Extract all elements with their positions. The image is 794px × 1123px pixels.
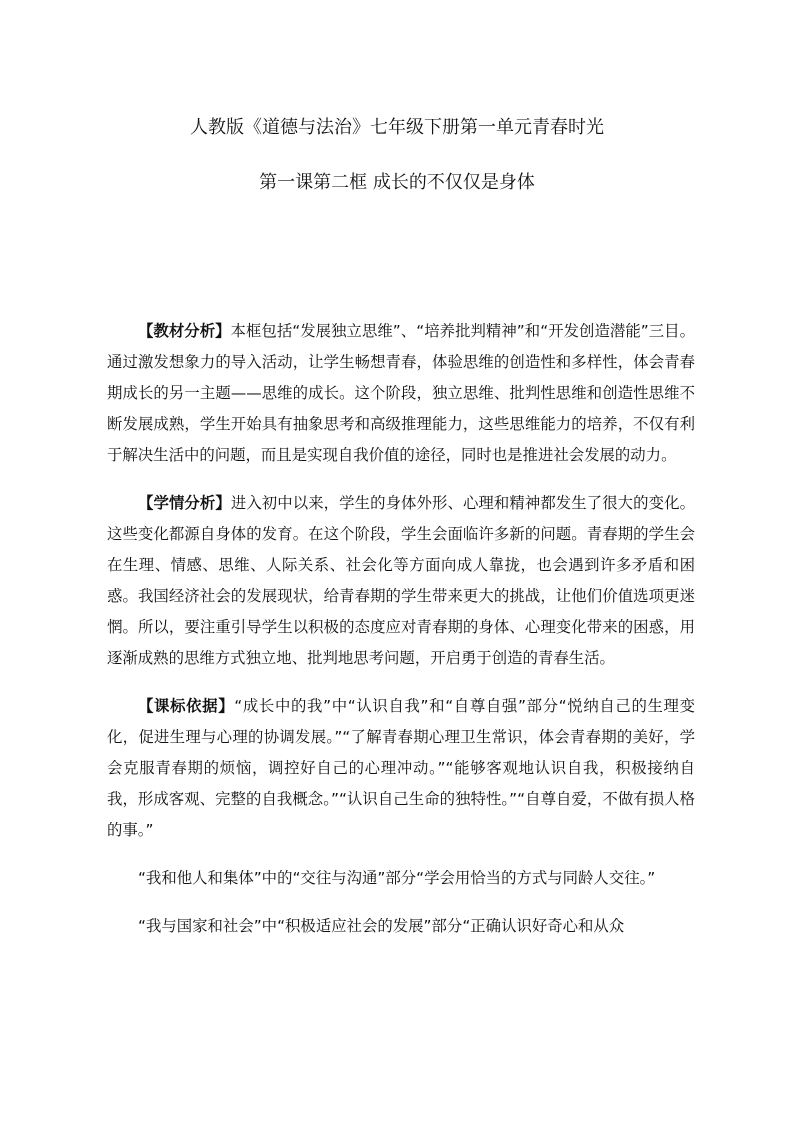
paragraph-curriculum-society [107,911,695,942]
document-subtitle: 第一课第二框 成长的不仅仅是身体 [259,172,535,193]
section-label: 【教材分析】 [138,322,231,340]
section-label: 【课标依据】 [138,697,235,715]
document-body [107,316,695,959]
paragraph-curriculum-others [107,863,695,894]
paragraph-text: “我与国家和社会”中“积极适应社会的发展”部分“正确认识好奇心和从众 [138,917,625,935]
paragraph-student-analysis [107,488,695,674]
document-title: 人教版《道德与法治》七年级下册第一单元青春时光 [190,117,604,138]
paragraph-text: “我和他人和集体”中的“交往与沟通”部分“学会用恰当的方式与同龄人交往。” [138,869,656,887]
paragraph-text: 进入初中以来，学生的身体外形、心理和精神都发生了很大的变化。这些变化都源自身体的发育。在这个阶段，学生会面临许多新的问题。青春期的学生会在生理、情感、思维、人际关系、社会化等方面向成人靠拢，也会遇到许多矛盾和困惑。我国经济社会的发展现状，给青春期的学生带来更大的挑战，让他们价值选项更迷惘。所以，要注重引导学生以积极的态度应对青春期的身体、心理变化带来的困惑，用逐渐成熟的思维方式独立地、批判地思考问题，开启勇于创造的青春生活。 [107,494,695,667]
paragraph-curriculum-basis [107,691,695,846]
paragraph-text: 本框包括“发展独立思维”、“培养批判精神”和“开发创造潜能”三目。通过激发想象力的导入活动，让学生畅想青春，体验思维的创造性和多样性，体会青春期成长的另一主题——思维的成长。这个阶段，独立思维、批判性思维和创造性思维不断发展成熟，学生开始具有抽象思考和高级推理能力，这些思维能力的培养，不仅有利于解决生活中的问题，而且是实现自我价值的途径，同时也是推进社会发展的动力。 [107,322,695,464]
section-label: 【学情分析】 [138,494,231,512]
paragraph-text: “成长中的我”中“认识自我”和“自尊自强”部分“悦纳自己的生理变化，促进生理与心理的协调发展。”“了解青春期心理卫生常识，体会青春期的美好，学会克服青春期的烦恼，调控好自己的心理冲动。”“能够客观地认识自我，积极接纳自我，形成客观、完整的自我概念。”“认识自己生命的独特性。”“自尊自爱，不做有损人格的事。” [107,697,695,839]
paragraph-textbook-analysis [107,316,695,471]
